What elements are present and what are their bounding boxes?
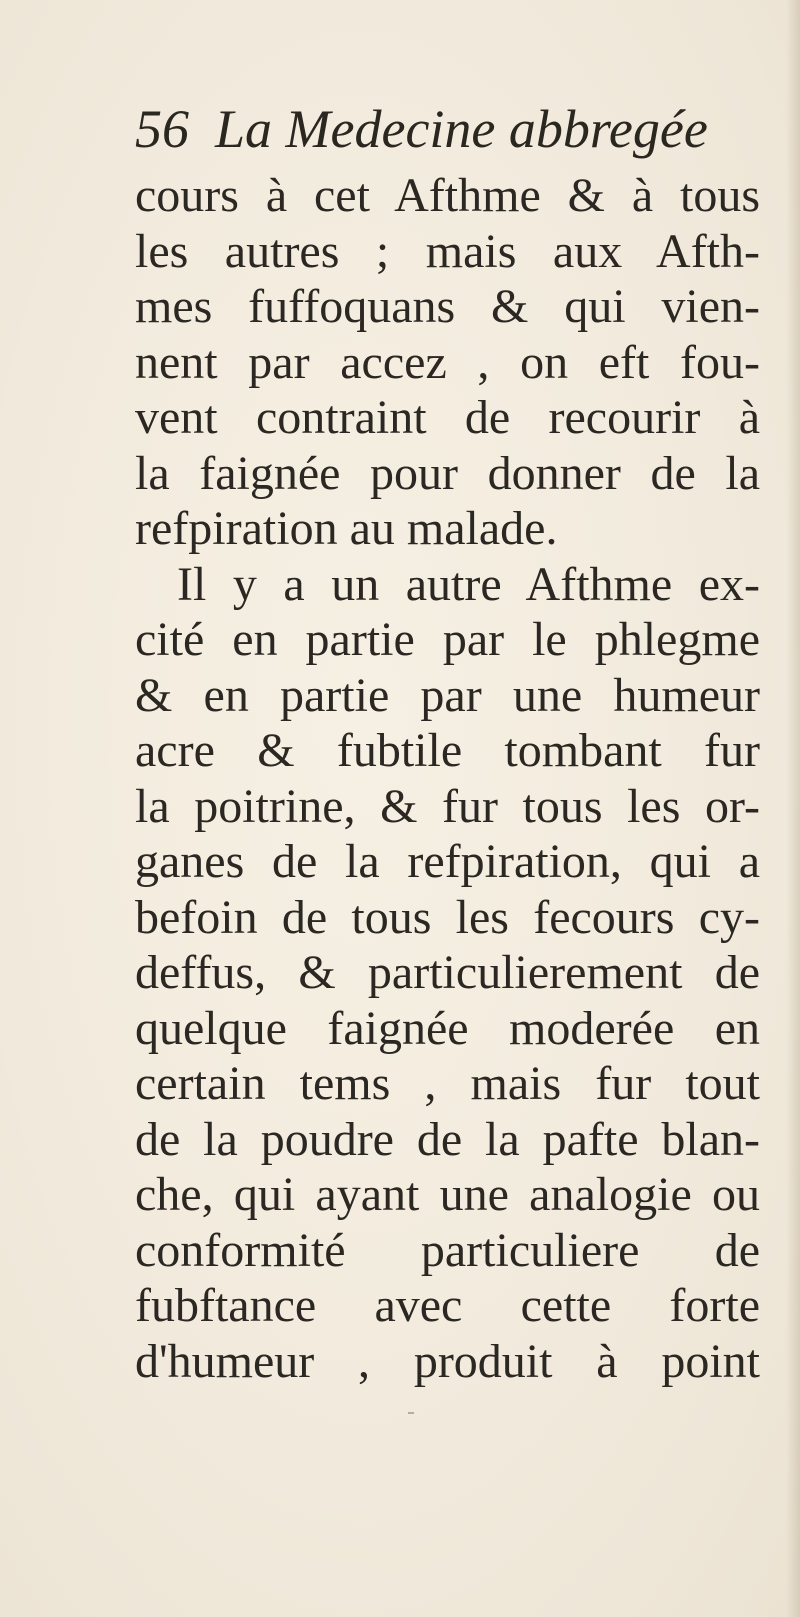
text-line: mes fuffoquans & qui vien-	[135, 280, 760, 333]
page-header	[135, 98, 755, 168]
text-line: ganes de la refpiration, qui a	[135, 835, 760, 888]
text-line: cours à cet Afthme & à tous	[135, 169, 760, 222]
text-line: quelque faignée moderée en	[135, 1001, 760, 1055]
text-line: refpiration au malade.	[135, 502, 558, 555]
text-line: d'humeur , produit à point	[135, 1334, 760, 1388]
text-line: vent contraint de recourir à	[135, 391, 760, 444]
text-line: fubftance avec cette forte	[135, 1279, 760, 1332]
text-line: les autres ; mais aux Afth-	[135, 224, 760, 278]
running-title: La Medecine abbregée	[215, 99, 708, 159]
page-edge-shadow	[786, 0, 800, 1617]
text-line: la faignée pour donner de la	[135, 446, 760, 500]
paper-speck	[408, 1412, 414, 1414]
text-line: & en partie par une humeur	[135, 668, 760, 722]
text-line: nent par accez , on eft fou-	[135, 335, 760, 389]
text-line: befoin de tous les fecours cy-	[135, 890, 760, 944]
text-line: deffus, & particulierement de	[135, 946, 760, 999]
text-line: la poitrine, & fur tous les or-	[135, 779, 760, 833]
text-line: cité en partie par le phlegme	[135, 613, 760, 666]
text-line: Il y a un autre Afthme ex-	[177, 557, 760, 611]
text-line: acre & fubtile tombant fur	[135, 724, 760, 777]
text-line: che, qui ayant une analogie ou	[135, 1168, 760, 1221]
page-number: 56	[135, 99, 189, 159]
text-line: certain tems , mais fur tout	[135, 1057, 760, 1110]
text-line: de la poudre de la pafte blan-	[135, 1112, 760, 1166]
text-line: conformité particuliere de	[135, 1223, 760, 1277]
body-text	[135, 168, 760, 1389]
